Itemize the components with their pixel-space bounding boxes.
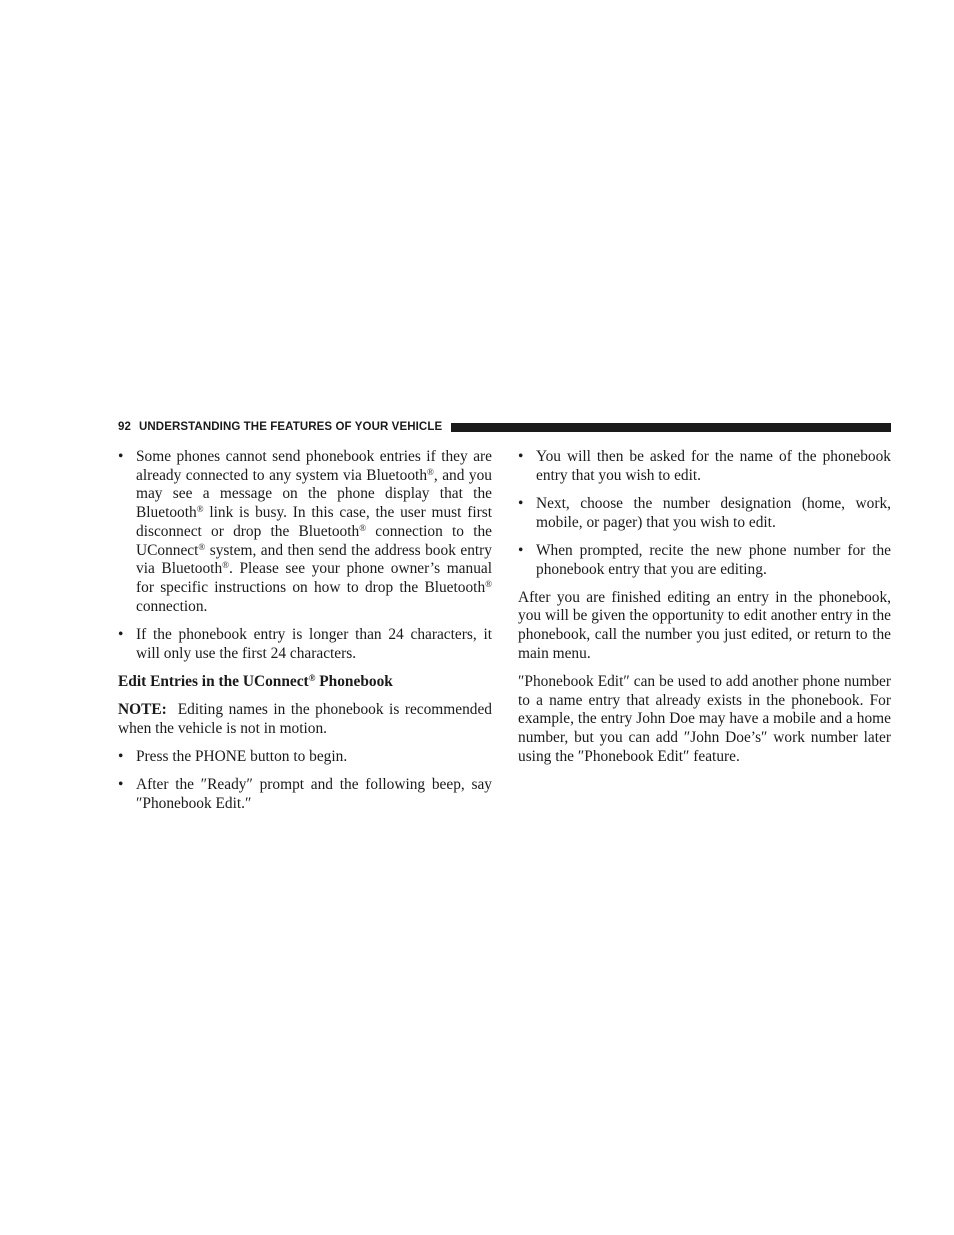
list-item: • If the phonebook entry is longer than 24 characters, it will only use the first 24 characters.	[118, 625, 492, 662]
body-paragraph: After you are finished editing an entry in the phonebook, you will be given the opportunity to edit another entry in the phonebook, call the number you just edited, or return to the main menu.	[518, 588, 891, 662]
list-item: • When prompted, recite the new phone number for the phonebook entry that you are editing.	[518, 541, 891, 578]
bullet-icon: •	[518, 448, 524, 465]
left-column	[118, 448, 492, 823]
registered-mark: ®	[222, 560, 229, 571]
body-paragraph: ″Phonebook Edit″ can be used to add another phone number to a name entry that already exists in the phonebook. For example, the entry John Doe may have a mobile and a home number, but you can add ″John Doe’s″ work number later using the ″Phonebook Edit″ feature.	[518, 673, 891, 765]
registered-mark: ®	[308, 672, 316, 683]
list-item: • You will then be asked for the name of the phonebook entry that you wish to edit.	[518, 448, 891, 484]
bullet-icon: •	[118, 747, 124, 765]
list-item: • Next, choose the number designation (home, work, mobile, or pager) that you wish to edit.	[518, 494, 891, 531]
bullet-icon: •	[518, 541, 524, 559]
page-number: 92	[118, 421, 131, 433]
bullet-icon: •	[518, 494, 524, 512]
registered-mark: ®	[485, 578, 492, 589]
list-item: • Some phones cannot send phonebook entries if they are already connected to any system via Bluetooth®, and you may see a message on the phone display that the Bluetooth® link is busy. In this case, the user must first disconnect or drop the Bluetooth® connection to the UConnect® system, and then send the address book entry via Bluetooth®. Please see your phone owner’s manual for specific instructions on how to drop the Bluetooth® connection.	[118, 448, 492, 615]
note-paragraph: NOTE: Editing names in the phonebook is recommended when the vehicle is not in motion.	[118, 700, 492, 737]
bullet-icon: •	[118, 448, 124, 465]
list-item: • After the ″Ready″ prompt and the following beep, say ″Phonebook Edit.″	[118, 776, 492, 812]
header-rule	[451, 423, 891, 432]
bullet-icon: •	[118, 625, 124, 643]
registered-mark: ®	[196, 504, 204, 515]
section-title: UNDERSTANDING THE FEATURES OF YOUR VEHICLE	[139, 421, 443, 433]
list-item: • Press the PHONE button to begin.	[118, 747, 348, 765]
registered-mark: ®	[198, 541, 206, 552]
note-label: NOTE:	[118, 700, 167, 718]
right-column	[518, 448, 891, 776]
page-header	[118, 419, 891, 435]
registered-mark: ®	[359, 522, 367, 533]
registered-mark: ®	[427, 466, 434, 477]
subsection-heading: Edit Entries in the UConnect® Phonebook	[118, 672, 393, 690]
bullet-icon: •	[118, 776, 124, 794]
